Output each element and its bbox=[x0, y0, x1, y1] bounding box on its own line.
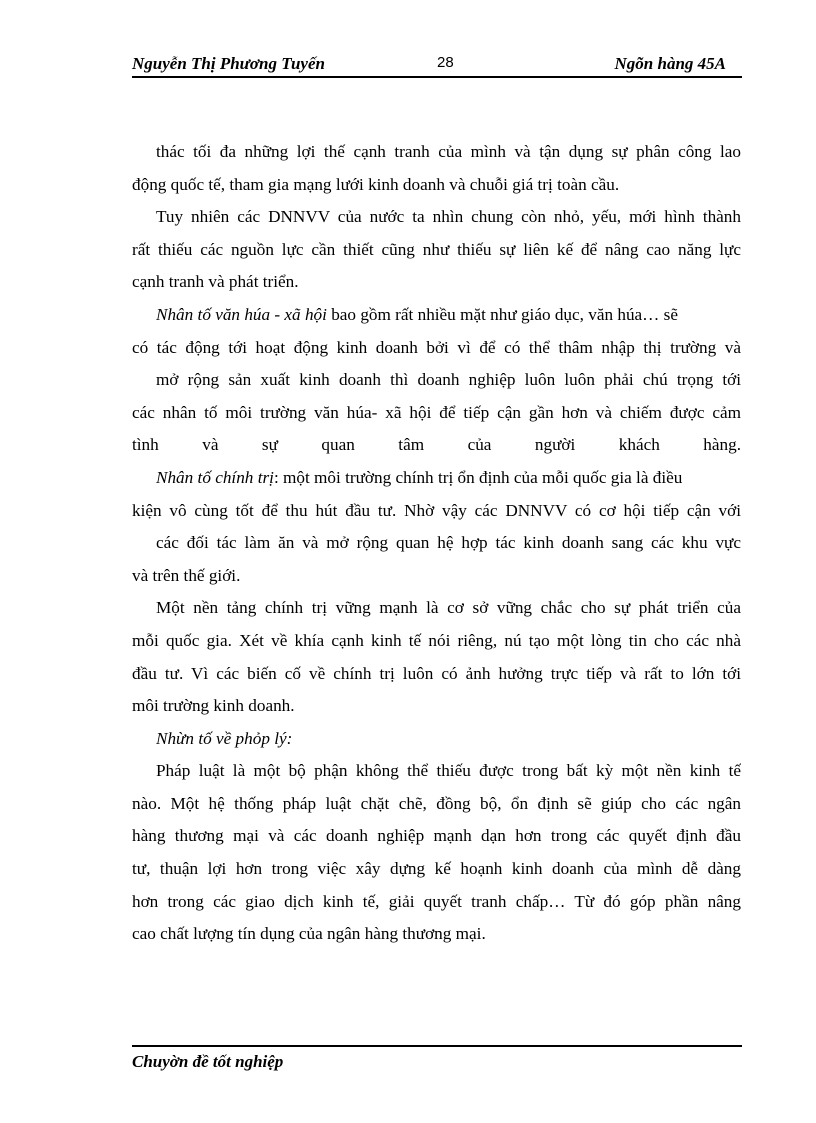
text-line: hơn trong các giao dịch kinh tế, giải quyết tranh chấp… Từ đó góp phần nâng bbox=[132, 891, 741, 911]
text-line: cạnh tranh và phát triển. bbox=[132, 272, 299, 292]
text-line bbox=[132, 462, 741, 495]
text-line: Tuy nhiên các DNNVV của nước ta nhìn chung còn nhỏ, yếu, mới hình thành bbox=[156, 207, 741, 227]
text-line: đầu tư. Vì các biến cố về chính trị luôn có ảnh hưởng trực tiếp và rất to lớn tới bbox=[132, 663, 741, 683]
text-line: kiện vô cùng tốt để thu hút đầu tư. Nhờ vậy các DNNVV có cơ hội tiếp cận với bbox=[132, 500, 741, 520]
text-line bbox=[132, 299, 741, 332]
text-line: các đối tác làm ăn và mở rộng quan hệ hợp tác kinh doanh sang các khu vực bbox=[156, 533, 741, 553]
text-line: và trên thế giới. bbox=[132, 565, 241, 585]
page-footer bbox=[132, 1045, 742, 1071]
text-line: Một nền tảng chính trị vững mạnh là cơ sở vững chắc cho sự phát triển của bbox=[156, 598, 741, 618]
text-line: tình và sự quan tâm của người khách hàng. bbox=[132, 435, 741, 455]
text-line: rất thiếu các nguồn lực cần thiết cũng như thiếu sự liên kế để nâng cao năng lực bbox=[132, 239, 741, 259]
heading-culture-society: Nhân tố văn húa - xã hội bbox=[156, 304, 327, 324]
footer-title: Chuyờn đề tốt nghiệp bbox=[132, 1052, 284, 1071]
text-line: nào. Một hệ thống pháp luật chặt chẽ, đồng bộ, ổn định sẽ giúp cho các ngân bbox=[132, 793, 741, 813]
page-number: 28 bbox=[437, 54, 454, 71]
text-line: thác tối đa những lợi thế cạnh tranh của mình và tận dụng sự phân công lao bbox=[156, 142, 741, 161]
text-segment: : một môi trường chính trị ổn định của mỗi quốc gia là điều bbox=[273, 467, 683, 487]
text-line: Pháp luật là một bộ phận không thể thiếu được trong bất kỳ một nền kinh tế bbox=[156, 761, 741, 781]
header-author: Nguyễn Thị Phương Tuyến bbox=[132, 54, 325, 73]
text-line: tư, thuận lợi hơn trong việc xây dựng kế hoạnh kinh doanh của mình dễ dàng bbox=[132, 859, 741, 879]
header-department: Ngõn hàng 45A bbox=[614, 54, 726, 73]
text-segment: bao gồm rất nhiều mặt như giáo dục, văn húa… sẽ bbox=[326, 304, 678, 324]
text-line: các nhân tố môi trường văn húa- xã hội để tiếp cận gần hơn và chiếm được cảm bbox=[132, 402, 741, 422]
text-line: có tác động tới hoạt động kinh doanh bởi vì để có thể thâm nhập thị trường và bbox=[132, 337, 741, 357]
body-text bbox=[132, 136, 741, 951]
text-line: môi trường kinh doanh. bbox=[132, 696, 295, 716]
heading-politics: Nhân tố chính trị bbox=[156, 467, 274, 487]
text-line: động quốc tế, tham gia mạng lưới kinh doanh và chuỗi giá trị toàn cầu. bbox=[132, 174, 620, 194]
page-header bbox=[132, 52, 742, 78]
text-line: cao chất lượng tín dụng của ngân hàng thương mại. bbox=[132, 924, 486, 944]
heading-legal: Nhừn tố về phỏp lý: bbox=[156, 728, 293, 748]
text-line: mở rộng sản xuất kinh doanh thì doanh nghiệp luôn luôn phải chú trọng tới bbox=[156, 370, 741, 390]
text-line: hàng thương mại và các doanh nghiệp mạnh dạn hơn trong các quyết định đầu bbox=[132, 826, 741, 846]
text-line: mỗi quốc gia. Xét về khía cạnh kinh tế nói riêng, nú tạo một lòng tin cho các nhà bbox=[132, 630, 741, 650]
